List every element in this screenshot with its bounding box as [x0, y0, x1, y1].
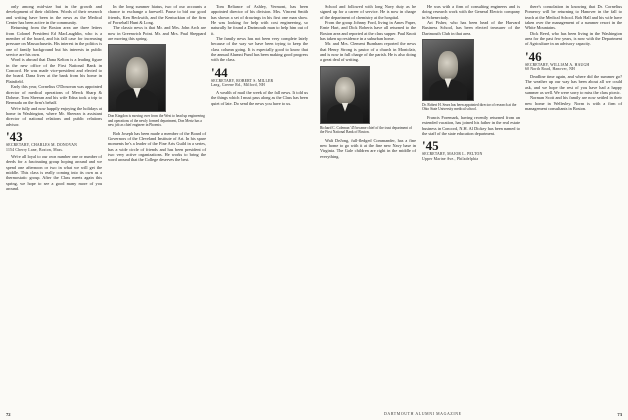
left-col-2 [108, 4, 206, 163]
left-col-1 [6, 4, 102, 192]
class-year: '46 [525, 48, 542, 64]
class-address: Lang, Greene Rd., Milford, NH [211, 83, 265, 88]
paragraph: The family news has not been very complete lately because of the way we have been trying to keep the class column going. It is especially good to know that the annual Alumni Fund has been making good progress with the class. [211, 36, 308, 63]
left-col-3 [211, 4, 308, 106]
portrait-photo [320, 66, 370, 124]
paragraph: School and followed with long Navy duty as he signed up for a career of service. He is now in charge of the department of chemistry at the hospital. [320, 4, 416, 20]
class-secretary: SECRETARY, ROBERT S. MILLER [211, 78, 274, 83]
paragraph: Norman Scott and his family are now settled in their new home in Wellesley. Norm is with a firm of management consultants in Boston. [525, 95, 622, 111]
paragraph: Returning from the Boston area are three letters from Colonel President Ed MacLaughlin, who is a member of the board, and his fall case for increasing pressure on Massachusetts. His interest in the politics is one of family background but his interests in public service are his own. [6, 25, 102, 58]
class-year: '43 [6, 128, 23, 144]
paragraph: Dick Reed, who has been living in the Washington area for the past few years, is now with the Department of Agriculture in an advisory capacity. [525, 30, 622, 47]
paragraph: We're fully and now happily enjoying the holidays at home in Washington, where Mr. Sheeran is assistant director of national relations and public relations advisor. [6, 105, 102, 127]
left-col-3-paragraphs [211, 4, 308, 63]
paragraph: Francis Foremark, having recently returned from an extended vacation, has joined his father in the real estate business in Concord, N.H. Al Dickey has been named to the staff of the state education department. [422, 114, 520, 136]
paragraph: Early this year, Cornelius O'Donovan was appointed director of medical operations of Merck Sharp & Dohme. Tom Sheeran and his wife Edna took a trip to Bermuda on the firm's behalf. [6, 84, 102, 106]
right-col-3-tail [525, 74, 622, 111]
right-col-1 [320, 4, 416, 159]
paragraph: Mr. and Mrs. Clement Burnham reported the news that Henry Strong is pastor of a church in Montclair, and is now in full charge of the parish. He is also doing a great deal of writing. [320, 41, 416, 63]
paragraph: Tom Reliance of Ashley, Vermont, has been appointed director of his division. Mrs. Vincent Smith has shown a set of drawings in his first one man show. He was looking for help with cost engineering, so naturally he found a Dartmouth man to help him out of it. [211, 4, 308, 36]
page-number: 73 [617, 412, 622, 417]
class-secretary: SECRETARY, WILLIAM A. HAUGH [525, 62, 590, 67]
right-col-2-tail [422, 115, 520, 136]
class-year: '44 [211, 64, 228, 80]
class-address: 60 North Road, Hanover, NH [525, 67, 575, 72]
right-col-3 [525, 4, 622, 111]
left-col-2-paragraphs [108, 4, 206, 41]
paragraph: there's consolation in knowing that Dr. Cornelius Pomeroy will be returning to Hanover in the fall to teach at the Medical School. Bob Hall and his wife have taken over the management of a summer resort in the White Mountains. [525, 4, 622, 31]
class-heading-43 [6, 130, 102, 152]
left-col-1-paragraphs [6, 4, 102, 127]
class-year: '45 [422, 138, 439, 154]
paragraph: Word is abroad that Dana Kelton is a leading figure in the new office of the First National Bank in Concord. He was made vice-president and elected to the board. Dana lives at the bank from his home in Plainfield. [6, 57, 102, 84]
left-col-3-tail [211, 90, 308, 106]
paragraph: Art Fisher, who has been head of the Harvard Business School, has been elected treasurer of the Dartmouth Club in that area. [422, 20, 520, 36]
class-secretary: SECRETARY, CHARLES M. DONOVAN [6, 142, 78, 147]
paragraph: From the group Johnny Ford, living in Ames Paper, Ernie Hart, and Dick Roberts have all returned to the Boston area and reported at the class supper. Paul Knott has taken up residence in a suburban home. [320, 20, 416, 42]
paragraph: The classic news is that Mr. and Mrs. John Arch are now in Greenwich Point. Mr. and Mrs. Paul Sheppard are moving this spring. [108, 25, 206, 42]
photo-caption: Don Kingdon is moving over from the West to head up engineering and operations of the newly formed department, Don Mertz has a new job as chief engineer in Phoenix. [108, 114, 205, 128]
class-address: 1154 Cherry Lane, Boston, Mass. [6, 147, 64, 152]
class-heading-45 [422, 139, 520, 161]
right-col-2-paragraphs [422, 4, 520, 36]
right-page [314, 0, 628, 420]
magazine-footer: DARTMOUTH ALUMNI MAGAZINE [384, 412, 462, 416]
paragraph: only among mid-size but in the growth and development of their children. Words of their research and writing have been in the news as the Medical Center has been active in the community. [6, 4, 102, 26]
right-col-2 [422, 4, 520, 163]
photo-caption: Richard C. Coleman '45 became chief of the trust department of the First National Bank of Boston. [320, 125, 412, 135]
class-address: Upper Marine Ave., Philadelphia [422, 156, 479, 161]
page-number: 72 [6, 412, 11, 417]
left-col-2-tail [108, 131, 206, 163]
right-col-1-paragraphs [320, 4, 416, 63]
portrait-photo [108, 44, 166, 112]
class-heading-46 [525, 50, 622, 72]
left-col-1-tail [6, 154, 102, 191]
right-col-3-paragraphs [525, 4, 622, 47]
portrait-photo [422, 39, 474, 101]
paragraph: We're all loyal to our own number one or number of deeds for a fascinating group hoping around and we spend one afternoon or two in what we will get the middle. This class is really coming into its own as a thermostatic group. After the Class meets again this spring, we hope to see a good many more of you around. [6, 154, 102, 192]
paragraph: Deadline time again, and where did the summer go? The weather up our way has been about all we could ask, and we hope the rest of you have had a happy summer as well. We were sorry to miss the class picnic. [525, 73, 622, 95]
paragraph: In the long summer hiatus, two of our accounts a chance to exchange a farewell. Pause to bid our good friends, Ken Beckwith, and the Kentuckian of the firm of Forseball Hunt & Long. [108, 4, 206, 26]
photo-caption: Dr. Robert H. Sears has been appointed director of research at the Ohio State University medical school. [422, 103, 517, 112]
paragraph: A wealth of mail the week of the fall news. It told us the things which I must pass along as the Class has been quiet of late. Do send the news you have to us. [211, 89, 308, 106]
class-heading-44 [211, 66, 308, 88]
paragraph: He was with a firm of consulting engineers and is doing research work with the General Electric company in Schenectady. [422, 4, 520, 20]
paragraph: Walt DeJong, full-fledged Commander, has a fine new home to go with it at the fine new Navy base in Virginia. The Gale children are right in the middle of everything. [320, 137, 416, 159]
class-secretary: SECRETARY, MAJOR L. PELTON [422, 152, 483, 157]
right-col-1-tail [320, 138, 416, 159]
paragraph: Bob Joseph has been made a member of the Board of Governors of the Cleveland Institute of Art. In his spare moments he's a leader of the Fine Arts Guild in a series, has a wide circle of friends and has been president of two very active organizations. He works to bring the word around that the College deserves the best. [108, 130, 206, 163]
